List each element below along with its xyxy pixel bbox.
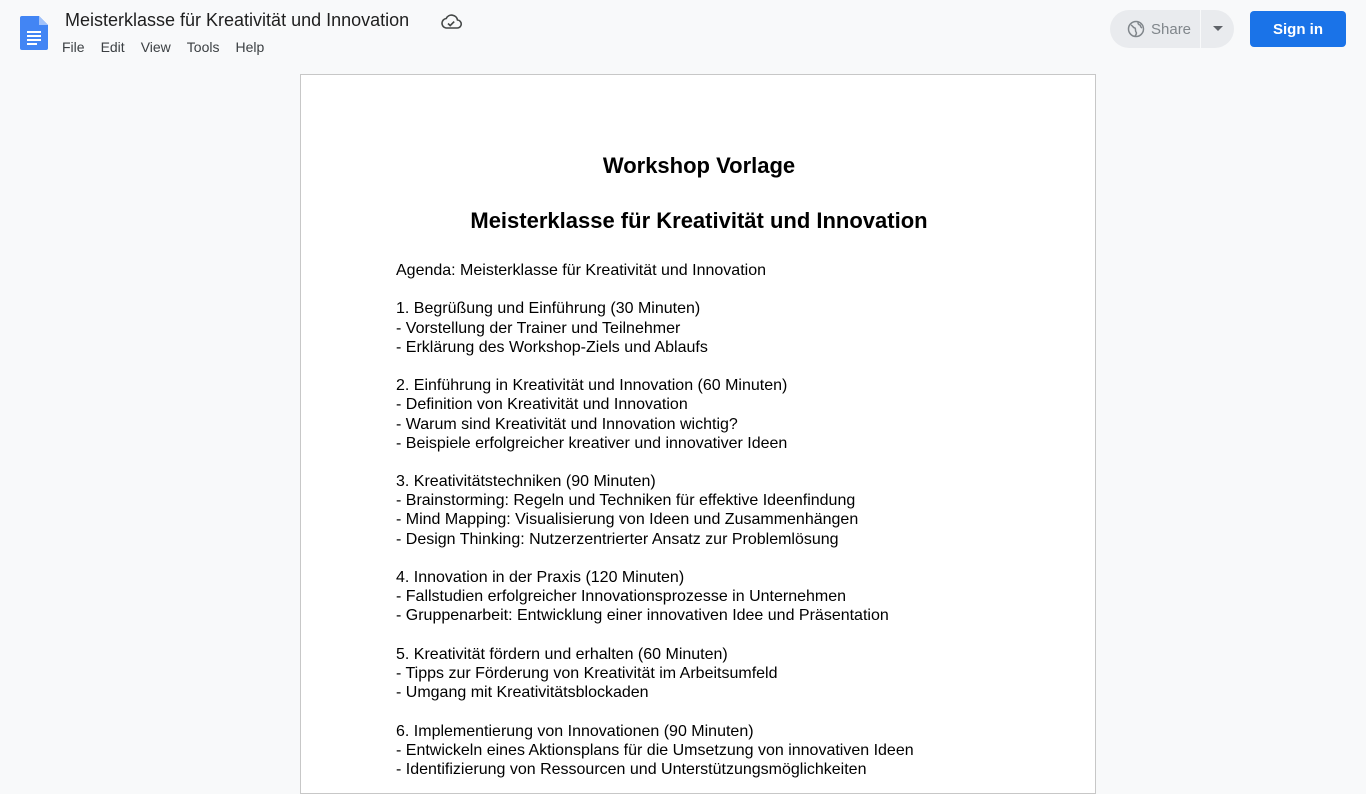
cloud-icon[interactable] (440, 12, 462, 32)
document-heading-2: Meisterklasse für Kreativität und Innovation (470, 208, 928, 233)
menu-file[interactable]: File (62, 39, 85, 55)
blank-line (396, 549, 1056, 568)
share-dropdown-button[interactable] (1201, 10, 1234, 48)
body-line: - Mind Mapping: Visualisierung von Ideen und Zusammenhängen (396, 511, 859, 529)
caret-down-icon (1213, 26, 1223, 32)
body-line: 4. Innovation in der Praxis (120 Minuten) (396, 569, 685, 586)
blank-line (396, 702, 1056, 721)
body-line: 1. Begrüßung und Einführung (30 Minuten) (396, 300, 701, 318)
body-line: - Beispiele erfolgreicher kreativer und innovativer Ideen (396, 434, 788, 452)
body-line: 5. Kreativität fördern und erhalten (60 Minuten) (396, 645, 728, 663)
menu-edit[interactable]: Edit (100, 39, 125, 55)
app-header (0, 0, 1366, 64)
body-line: - Brainstorming: Regeln und Techniken für effektive Ideenfindung (396, 492, 856, 510)
menu-help[interactable]: Help (235, 39, 265, 55)
google-docs-icon[interactable] (20, 16, 48, 50)
body-line: 6. Implementierung von Innovationen (90 Minuten) (396, 722, 754, 740)
menu-bar (54, 37, 272, 57)
body-line: - Warum sind Kreativität und Innovation wichtig? (396, 415, 738, 433)
body-line: 3. Kreativitätstechniken (90 Minuten) (396, 473, 656, 491)
body-line: - Tipps zur Förderung von Kreativität im Arbeitsumfeld (396, 664, 778, 682)
body-line: - Identifizierung von Ressourcen und Unterstützungsmöglichkeiten (396, 760, 867, 778)
body-line: - Vorstellung der Trainer und Teilnehmer (396, 319, 681, 337)
body-line: Agenda: Meisterklasse für Kreativität und Innovation (396, 262, 766, 279)
body-line: - Design Thinking: Nutzerzentrierter Ansatz zur Problemlösung (396, 530, 839, 548)
body-line: - Entwickeln eines Aktionsplans für die Umsetzung von innovativen Ideen (396, 741, 914, 759)
share-label: Share (1151, 20, 1192, 38)
blank-line (396, 280, 1056, 299)
document-heading-1: Workshop Vorlage (602, 153, 796, 178)
body-line: - Umgang mit Kreativitätsblockaden (396, 684, 649, 702)
body-line: - Fallstudien erfolgreicher Innovationsprozesse in Unternehmen (396, 588, 847, 606)
share-button[interactable] (1110, 10, 1200, 48)
globe-icon (1127, 20, 1145, 38)
share-button-group (1110, 10, 1234, 48)
body-line: - Erklärung des Workshop-Ziels und Ablaufs (396, 338, 708, 356)
blank-line (396, 357, 1056, 376)
blank-line (396, 626, 1056, 645)
menu-view[interactable]: View (140, 39, 171, 55)
menu-tools[interactable]: Tools (186, 39, 220, 55)
document-body (396, 261, 1056, 779)
body-line: - Gruppenarbeit: Entwicklung einer innovativen Idee und Präsentation (396, 607, 889, 625)
body-line: 2. Einführung in Kreativität und Innovation (60 Minuten) (396, 377, 788, 395)
blank-line (396, 453, 1056, 472)
document-title[interactable]: Meisterklasse für Kreativität und Innovation (65, 10, 410, 30)
document-page[interactable] (300, 74, 1096, 794)
sign-in-button[interactable]: Sign in (1250, 11, 1346, 47)
body-line: - Definition von Kreativität und Innovation (396, 396, 688, 414)
